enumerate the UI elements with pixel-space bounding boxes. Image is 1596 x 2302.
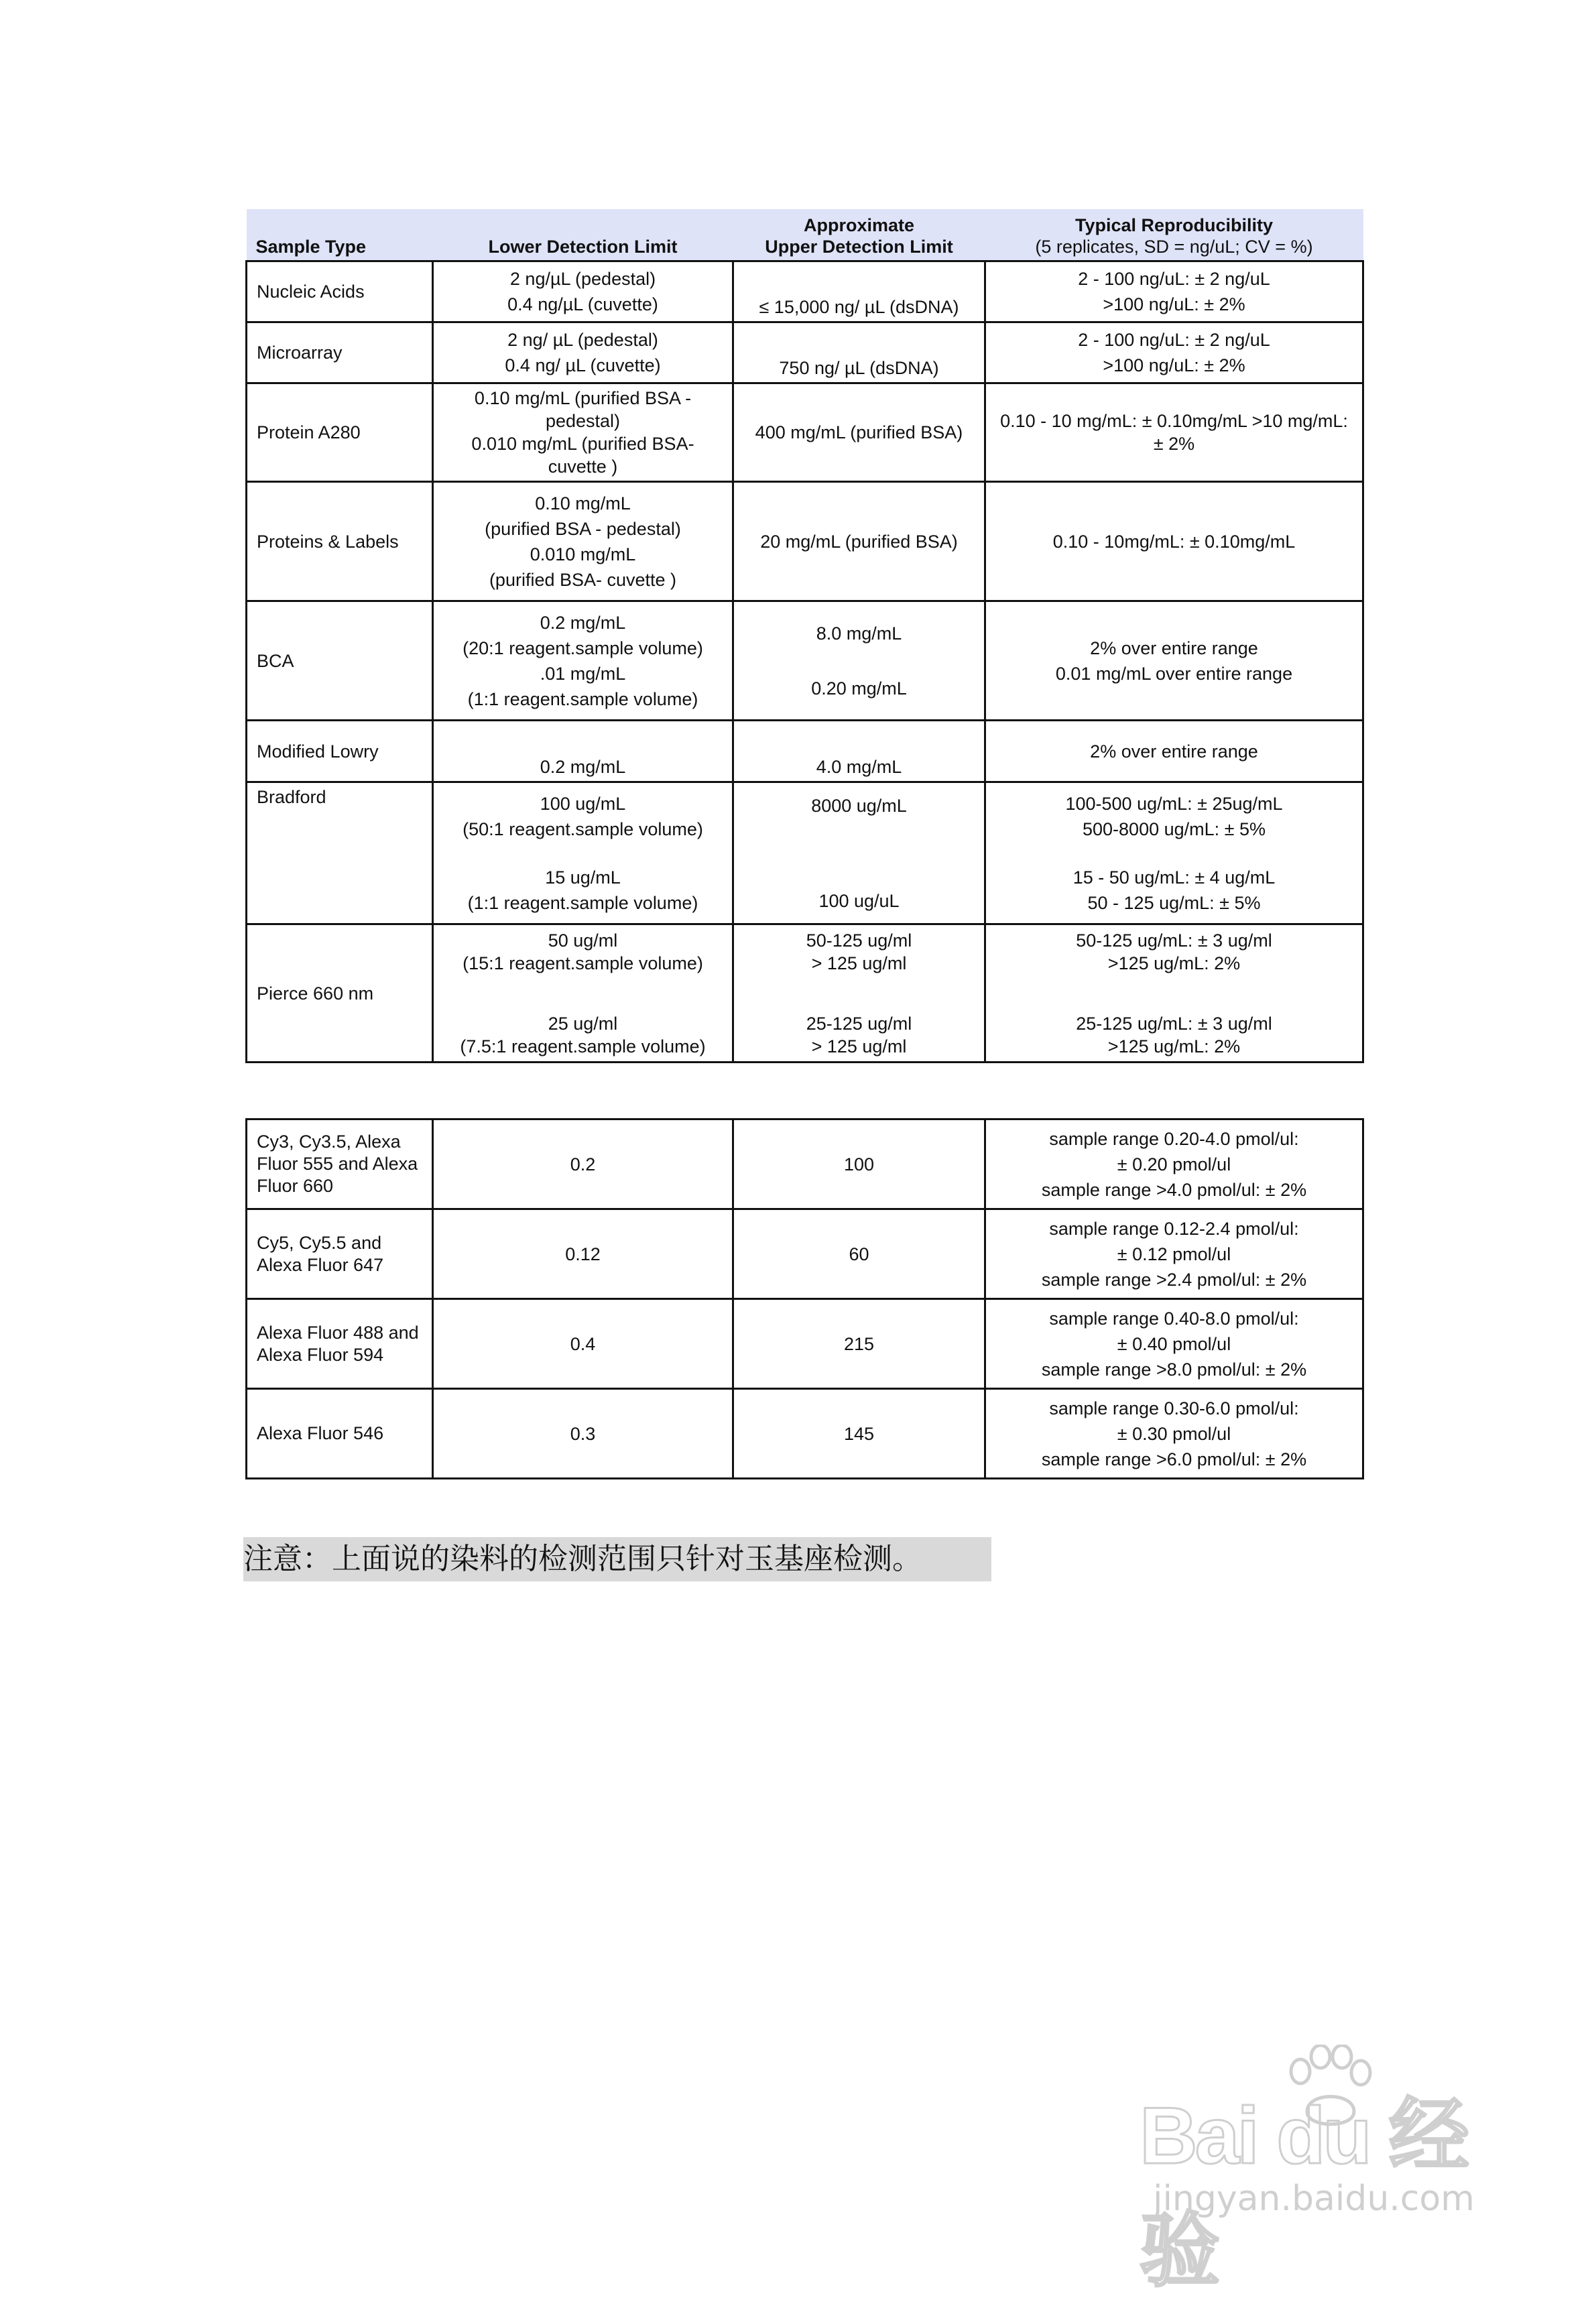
sample-type-cell: BCA — [247, 601, 433, 721]
header-lower-limit: Lower Detection Limit — [433, 209, 733, 261]
lower-limit-cell: 0.10 mg/mL (purified BSA - pedestal) 0.010 mg/mL (purified BSA- cuvette ) — [433, 482, 733, 601]
reproducibility-cell: 0.10 - 10mg/mL: ± 0.10mg/mL — [985, 482, 1363, 601]
table-row — [247, 261, 1363, 322]
reproducibility-cell: sample range 0.12-2.4 pmol/ul: ± 0.12 pmol/ul sample range >2.4 pmol/ul: ± 2% — [985, 1209, 1363, 1299]
baidu-jingyan-watermark — [1140, 2045, 1515, 2296]
reproducibility-cell: 2% over entire range 0.01 mg/mL over entire range — [985, 601, 1363, 721]
upper-limit-cell: 100 — [733, 1119, 985, 1209]
upper-limit-cell: 215 — [733, 1299, 985, 1389]
upper-limit-cell: 50-125 ug/ml > 125 ug/ml 25-125 ug/ml > 125 ug/ml — [733, 924, 985, 1063]
sample-type-cell: Microarray — [247, 322, 433, 383]
lower-limit-cell: 0.2 — [433, 1119, 733, 1209]
upper-limit-cell: 400 mg/mL (purified BSA) — [733, 383, 985, 482]
table-row — [247, 383, 1363, 482]
detection-limits-table — [245, 209, 1364, 1063]
lower-limit-cell: 0.4 — [433, 1299, 733, 1389]
table-row — [247, 1119, 1363, 1209]
reproducibility-cell: sample range 0.30-6.0 pmol/ul: ± 0.30 pmol/ul sample range >6.0 pmol/ul: ± 2% — [985, 1389, 1363, 1479]
lower-limit-cell: 50 ug/ml (15:1 reagent.sample volume) 25 ug/ml (7.5:1 reagent.sample volume) — [433, 924, 733, 1063]
sample-type-cell: Alexa Fluor 546 — [247, 1389, 433, 1479]
table-row — [247, 601, 1363, 721]
table-row — [247, 1209, 1363, 1299]
watermark-brand: Bai du 经验 — [1140, 2091, 1467, 2296]
reproducibility-cell: 2 - 100 ng/uL: ± 2 ng/uL >100 ng/uL: ± 2% — [985, 261, 1363, 322]
table-row — [247, 924, 1363, 1063]
table-row — [247, 721, 1363, 782]
table-row — [247, 482, 1363, 601]
lower-limit-cell: 100 ug/mL (50:1 reagent.sample volume) 15 ug/mL (1:1 reagent.sample volume) — [433, 782, 733, 924]
table-row — [247, 782, 1363, 924]
lower-limit-cell: 0.3 — [433, 1389, 733, 1479]
upper-limit-cell: 4.0 mg/mL — [733, 721, 985, 782]
header-reproducibility: Typical Reproducibility (5 replicates, SD = ng/uL; CV = %) — [985, 209, 1363, 261]
sample-type-cell: Alexa Fluor 488 and Alexa Fluor 594 — [247, 1299, 433, 1389]
upper-limit-cell: ≤ 15,000 ng/ µL (dsDNA) — [733, 261, 985, 322]
sample-type-cell: Pierce 660 nm — [247, 924, 433, 1063]
table-row — [247, 1389, 1363, 1479]
table-header-row — [247, 209, 1363, 261]
upper-limit-cell: 60 — [733, 1209, 985, 1299]
lower-limit-cell: 0.2 mg/mL (20:1 reagent.sample volume) .01 mg/mL (1:1 reagent.sample volume) — [433, 601, 733, 721]
sample-type-cell: Modified Lowry — [247, 721, 433, 782]
lower-limit-cell: 2 ng/µL (pedestal) 0.4 ng/µL (cuvette) — [433, 261, 733, 322]
reproducibility-cell: 2% over entire range — [985, 721, 1363, 782]
sample-type-cell: Protein A280 — [247, 383, 433, 482]
header-sample-type: Sample Type — [247, 209, 433, 261]
upper-limit-cell: 20 mg/mL (purified BSA) — [733, 482, 985, 601]
upper-limit-cell: 8000 ug/mL 100 ug/uL — [733, 782, 985, 924]
reproducibility-cell: 100-500 ug/mL: ± 25ug/mL 500-8000 ug/mL: ± 5% 15 - 50 ug/mL: ± 4 ug/mL 50 - 125 ug/mL: ± 5% — [985, 782, 1363, 924]
reproducibility-cell: sample range 0.40-8.0 pmol/ul: ± 0.40 pmol/ul sample range >8.0 pmol/ul: ± 2% — [985, 1299, 1363, 1389]
watermark-url: jingyan.baidu.com — [1153, 2179, 1475, 2219]
dye-detection-table — [245, 1118, 1364, 1479]
reproducibility-cell: 50-125 ug/mL: ± 3 ug/ml >125 ug/mL: 2% 25-125 ug/mL: ± 3 ug/ml >125 ug/mL: 2% — [985, 924, 1363, 1063]
upper-limit-cell: 8.0 mg/mL 0.20 mg/mL — [733, 601, 985, 721]
sample-type-cell: Proteins & Labels — [247, 482, 433, 601]
upper-limit-cell: 145 — [733, 1389, 985, 1479]
lower-limit-cell: 0.12 — [433, 1209, 733, 1299]
dye-range-note: 注意：上面说的染料的检测范围只针对玉基座检测。 — [243, 1537, 991, 1581]
header-upper-limit: Approximate Upper Detection Limit — [733, 209, 985, 261]
reproducibility-cell: 0.10 - 10 mg/mL: ± 0.10mg/mL >10 mg/mL: ± 2% — [985, 383, 1363, 482]
sample-type-cell: Bradford — [247, 782, 433, 924]
sample-type-cell: Cy5, Cy5.5 and Alexa Fluor 647 — [247, 1209, 433, 1299]
sample-type-cell: Nucleic Acids — [247, 261, 433, 322]
lower-limit-cell: 0.2 mg/mL — [433, 721, 733, 782]
lower-limit-cell: 2 ng/ µL (pedestal) 0.4 ng/ µL (cuvette) — [433, 322, 733, 383]
reproducibility-cell: 2 - 100 ng/uL: ± 2 ng/uL >100 ng/uL: ± 2% — [985, 322, 1363, 383]
upper-limit-cell: 750 ng/ µL (dsDNA) — [733, 322, 985, 383]
table-row — [247, 1299, 1363, 1389]
sample-type-cell: Cy3, Cy3.5, Alexa Fluor 555 and Alexa Fluor 660 — [247, 1119, 433, 1209]
table-row — [247, 322, 1363, 383]
lower-limit-cell: 0.10 mg/mL (purified BSA - pedestal) 0.010 mg/mL (purified BSA- cuvette ) — [433, 383, 733, 482]
reproducibility-cell: sample range 0.20-4.0 pmol/ul: ± 0.20 pmol/ul sample range >4.0 pmol/ul: ± 2% — [985, 1119, 1363, 1209]
